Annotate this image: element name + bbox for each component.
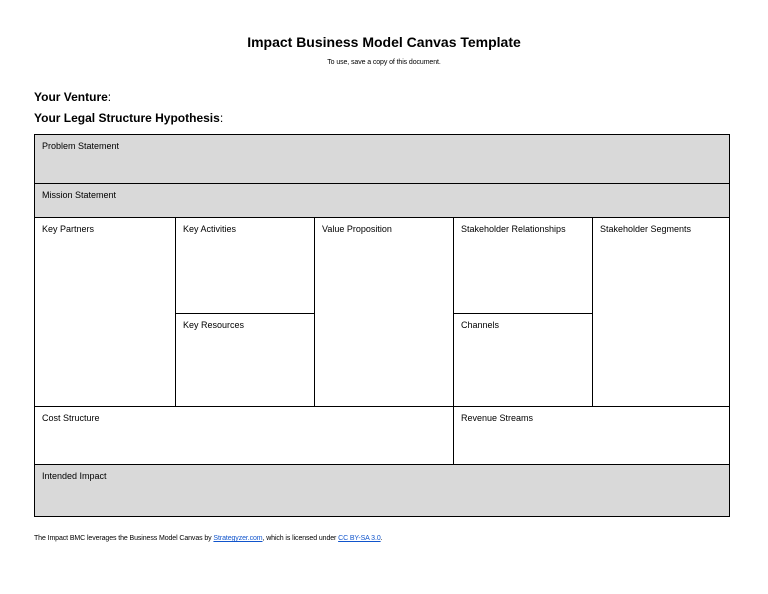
stakeholder-segments-label: Stakeholder Segments	[600, 224, 692, 234]
value-proposition-box	[314, 217, 453, 406]
problem-statement-label: Problem Statement	[42, 141, 120, 151]
strategyzer-link[interactable]: Strategyzer.com	[213, 535, 263, 542]
channels-box	[453, 313, 592, 406]
key-activities-label: Key Activities	[183, 224, 237, 234]
key-resources-box	[175, 313, 314, 406]
venture-colon: :	[107, 90, 112, 104]
revenue-streams-label: Revenue Streams	[461, 413, 534, 423]
mission-statement-label: Mission Statement	[42, 190, 117, 200]
page-subtitle: To use, save a copy of this document.	[327, 59, 441, 66]
key-activities-box	[175, 217, 314, 313]
channels-label: Channels	[461, 320, 500, 330]
mission-statement-box	[35, 183, 729, 217]
page-title: Impact Business Model Canvas Template	[247, 34, 521, 50]
legal-structure-label: Your Legal Structure Hypothesis	[34, 111, 220, 125]
key-partners-label: Key Partners	[42, 224, 95, 234]
intended-impact-box	[35, 464, 729, 516]
legal-structure-field	[34, 111, 223, 125]
footer-attribution	[34, 535, 382, 542]
legal-structure-colon: :	[219, 111, 224, 125]
stakeholder-segments-box	[592, 217, 729, 406]
value-proposition-label: Value Proposition	[322, 224, 392, 234]
stakeholder-relationships-label: Stakeholder Relationships	[461, 224, 566, 234]
license-link[interactable]: CC BY-SA 3.0	[338, 535, 381, 542]
stakeholder-relationships-box	[453, 217, 592, 313]
footer-text-after: .	[380, 535, 383, 542]
venture-label: Your Venture	[34, 90, 108, 104]
cost-structure-label: Cost Structure	[42, 413, 100, 423]
key-partners-box	[35, 217, 175, 406]
key-resources-label: Key Resources	[183, 320, 245, 330]
problem-statement-box	[35, 135, 729, 183]
intended-impact-label: Intended Impact	[42, 471, 107, 481]
revenue-streams-box	[453, 406, 729, 464]
cost-structure-box	[35, 406, 453, 464]
footer-text-before: The Impact BMC leverages the Business Model Canvas by	[34, 535, 214, 542]
venture-field	[34, 90, 111, 104]
business-model-canvas	[34, 134, 730, 517]
footer-text-middle: , which is licensed under	[262, 535, 339, 542]
